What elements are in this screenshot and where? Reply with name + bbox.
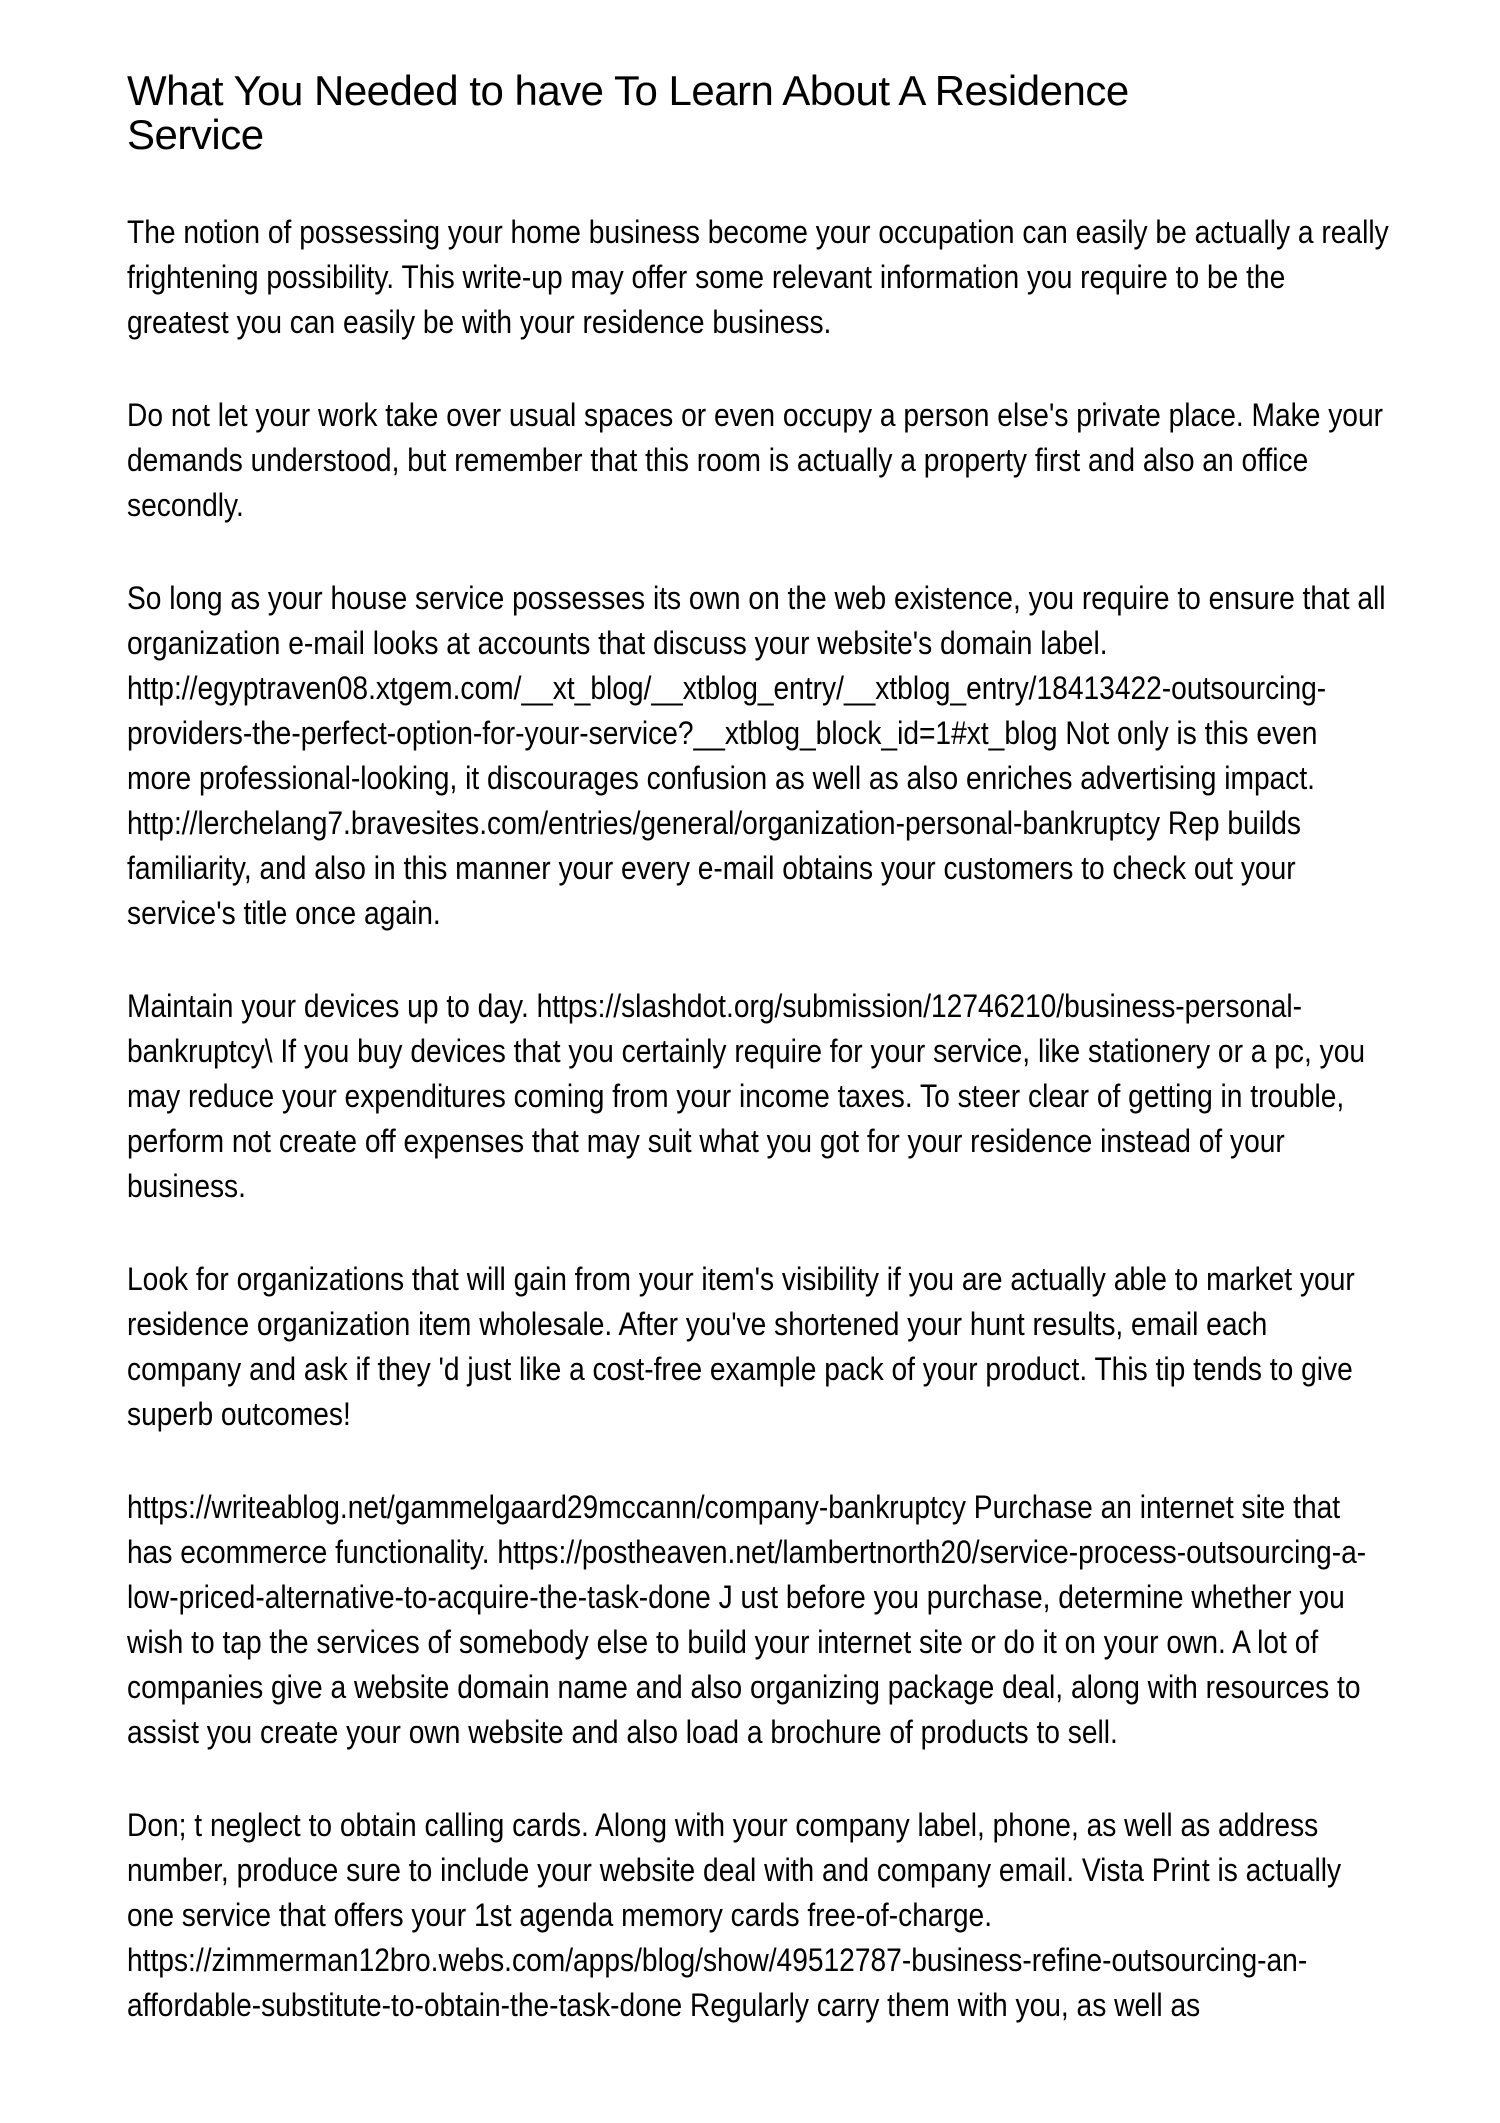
paragraph-calling-cards: Don; t neglect to obtain calling cards. Along with your company label, phone, as well as address number, produce sure to include your website deal with and company email. Vista Print is actually one service that offers your 1st agenda memory cards free-of-charge. https://zimmerman12bro.webs.com/apps/blog/show/49512787-business-refine-outsourcing-an-affordable-substitute-to-obtain-the-task-done Regularly carry them with you, as well as xyxy=(127,1807,1342,2023)
paragraph-intro: The notion of possessing your home business become your occupation can easily be actually a really frightening possibility. This write-up may offer some relevant information you require to be the greatest you can easily be with your residence business. xyxy=(127,214,1389,340)
document-page xyxy=(127,0,1500,2076)
article-body xyxy=(127,210,1389,2028)
paragraph-ecommerce-website: https://writeablog.net/gammelgaard29mccann/company-bankruptcy Purchase an internet site that has ecommerce functionality. https://postheaven.net/lambertnorth20/service-process-outsourcing-a-low-priced-alternative-to-acquire-the-task-done J ust before you purchase, determine whether you wish to tap the services of somebody else to build your internet site or do it on your own. A lot of companies give a website domain name and also organizing package deal, along with resources to assist you create your own website and also load a brochure of products to sell. xyxy=(127,1489,1367,1750)
page-title-line-1: What You Needed to have To Learn About A Residence xyxy=(127,67,1129,114)
paragraph-email-domain: So long as your house service possesses its own on the web existence, you require to ensure that all organization e-mail looks at accounts that discuss your website's domain label. http://egyptraven08.xtgem.com/__xt_blog/__xtblog_entry/__xtblog_entry/18413422-outsourcing-providers-the-perfect-option-for-your-service?__xtblog_block_id=1#xt_blog Not only is this even more professional-looking, it discourages confusion as well as also enriches advertising impact. http://lerchelang7.bravesites.com/entries/general/organization-personal-bankruptcy Rep builds familiarity, and also in this manner your every e-mail obtains your customers to check out your service's title once again. xyxy=(127,580,1386,931)
paragraph-wholesale-samples: Look for organizations that will gain from your item's visibility if you are actually able to market your residence organization item wholesale. After you've shortened your hunt results, email each company and ask if they 'd just like a cost-free example pack of your product. This tip tends to give superb outcomes! xyxy=(127,1261,1355,1432)
page-title-line-2: Service xyxy=(127,111,264,158)
page-title xyxy=(127,69,1389,157)
paragraph-devices-taxes: Maintain your devices up to day. https://slashdot.org/submission/12746210/business-personal-bankruptcy\ If you buy devices that you certainly require for your service, like stationery or a pc, you may reduce your expenditures coming from your income taxes. To steer clear of getting in trouble, perform not create off expenses that may suit what you got for your residence instead of your business. xyxy=(127,988,1366,1204)
paragraph-workspace: Do not let your work take over usual spaces or even occupy a person else's private place. Make your demands understood, but remember that this room is actually a property first and also an office secondly. xyxy=(127,397,1384,523)
